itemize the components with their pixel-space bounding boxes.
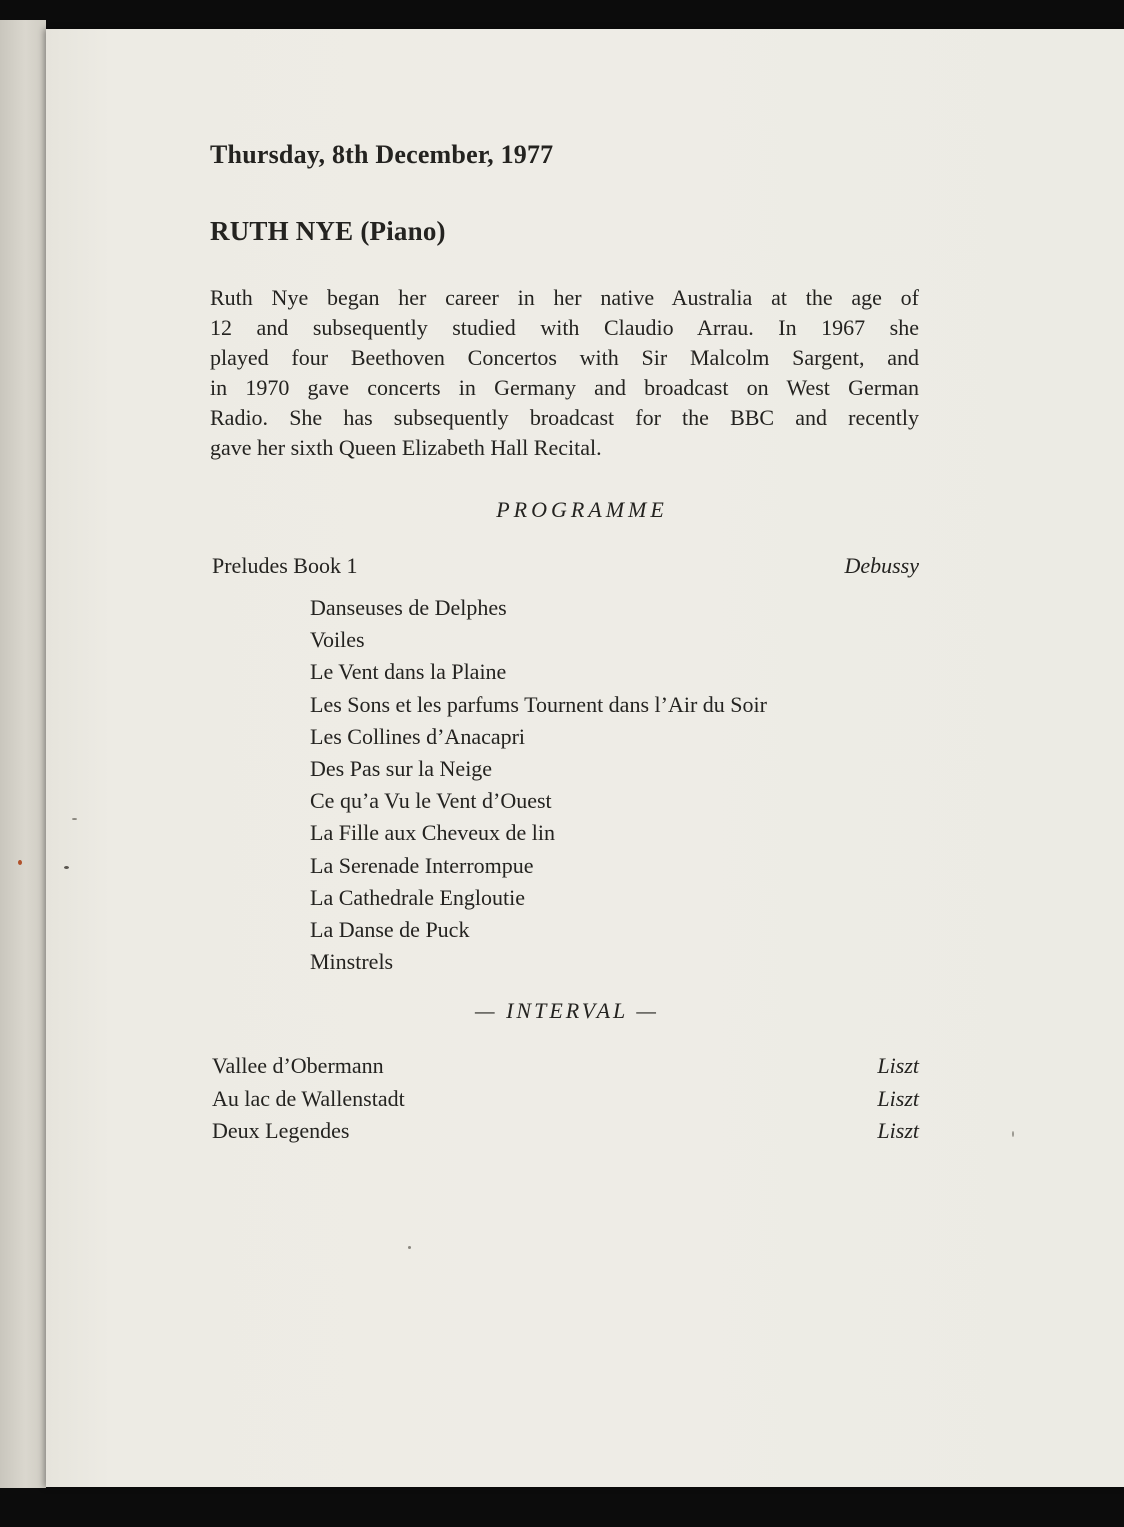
composer-name: Liszt — [877, 1086, 919, 1111]
movement-item: Ce qu’a Vu le Vent d’Ouest — [310, 788, 552, 814]
movement-item: Danseuses de Delphes — [310, 595, 507, 620]
composer-name: Liszt — [877, 1053, 919, 1078]
performer-biography — [210, 283, 919, 463]
work-title: Au lac de Wallenstadt — [212, 1086, 405, 1111]
programme-heading: PROGRAMME — [496, 497, 668, 522]
work-title: Deux Legendes — [212, 1118, 350, 1143]
bio-line: Ruth Nye began her career in her native Australia at the age of — [210, 285, 919, 310]
movement-item: Les Sons et les parfums Tournent dans l’Air du Soir — [310, 691, 767, 717]
preludes-movement-list — [310, 593, 767, 979]
movement-item: La Danse de Puck — [310, 916, 470, 942]
programme-item-vallee — [212, 1053, 919, 1085]
composer-name: Debussy — [844, 553, 919, 578]
programme-item-legendes — [212, 1118, 919, 1150]
movement-item: Voiles — [310, 627, 365, 653]
composer-name: Liszt — [877, 1118, 919, 1143]
bio-line: gave her sixth Queen Elizabeth Hall Recital. — [210, 435, 602, 460]
work-title: Vallee d’Obermann — [212, 1053, 384, 1078]
bio-line: played four Beethoven Concertos with Sir Malcolm Sargent, and — [210, 345, 919, 370]
movement-item: Des Pas sur la Neige — [310, 755, 493, 781]
performer-heading: RUTH NYE (Piano) — [210, 216, 446, 246]
movement-item: Les Collines d’Anacapri — [310, 723, 526, 749]
programme-item-wallenstadt — [212, 1086, 919, 1118]
bio-line: in 1970 gave concerts in Germany and broadcast on West German — [210, 375, 919, 400]
movement-item: La Serenade Interrompue — [310, 852, 534, 878]
interval-heading: — INTERVAL — — [475, 998, 659, 1023]
concert-date-heading: Thursday, 8th December, 1977 — [210, 140, 554, 169]
movement-item: Minstrels — [310, 949, 394, 975]
bio-line: 12 and subsequently studied with Claudio Arrau. In 1967 she — [210, 315, 919, 340]
work-title: Preludes Book 1 — [212, 553, 358, 578]
movement-item: La Fille aux Cheveux de lin — [310, 820, 555, 846]
movement-item: Le Vent dans la Plaine — [310, 659, 507, 685]
movement-item: La Cathedrale Engloutie — [310, 884, 526, 910]
bio-line: Radio. She has subsequently broadcast for the BBC and recently — [210, 405, 919, 430]
page-edge — [0, 20, 46, 1488]
programme-item-preludes — [212, 553, 919, 585]
